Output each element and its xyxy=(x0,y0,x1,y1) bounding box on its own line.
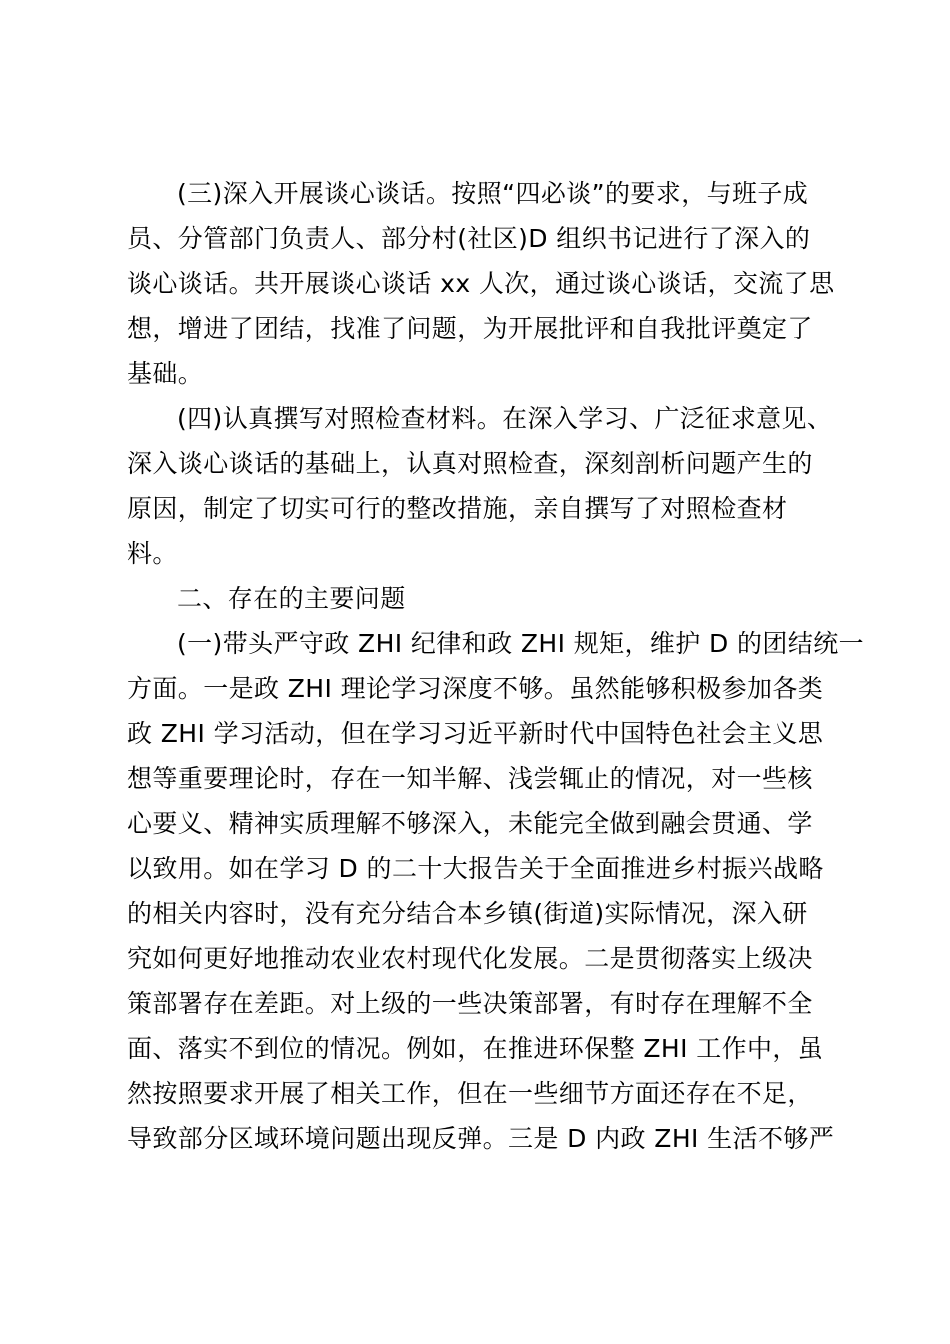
paragraph-line: 然按照要求开展了相关工作，但在一些细节方面还存在不足， xyxy=(127,1079,813,1108)
paragraph-line: 基础。 xyxy=(127,359,204,388)
paragraph-line: 政 ZHI 学习活动，但在学习习近平新时代中国特色社会主义思 xyxy=(127,719,824,748)
paragraph-line: 的相关内容时，没有充分结合本乡镇(街道)实际情况，深入研 xyxy=(127,899,808,928)
paragraph-line: 以致用。如在学习 D 的二十大报告关于全面推进乡村振兴战略 xyxy=(127,854,824,883)
section-heading: 二、存在的主要问题 xyxy=(177,584,406,613)
paragraph-line: 深入谈心谈话的基础上，认真对照检查，深刻剖析问题产生的 xyxy=(127,449,813,478)
paragraph-line: 原因，制定了切实可行的整改措施，亲自撰写了对照检查材 xyxy=(127,494,788,523)
paragraph-line: 谈心谈话。共开展谈心谈话 xx 人次，通过谈心谈话，交流了思 xyxy=(127,269,835,298)
paragraph-line: (三)深入开展谈心谈话。按照“四必谈”的要求，与班子成 xyxy=(177,179,809,208)
paragraph-line: 面、落实不到位的情况。例如，在推进环保整 ZHI 工作中，虽 xyxy=(127,1034,824,1063)
paragraph-line: 料。 xyxy=(127,539,178,568)
paragraph-line: 心要义、精神实质理解不够深入，未能完全做到融会贯通、学 xyxy=(127,809,813,838)
paragraph-line: 策部署存在差距。对上级的一些决策部署，有时存在理解不全 xyxy=(127,989,813,1018)
paragraph-line: 究如何更好地推动农业农村现代化发展。二是贯彻落实上级决 xyxy=(127,944,813,973)
paragraph-line: 方面。一是政 ZHI 理论学习深度不够。虽然能够积极参加各类 xyxy=(127,674,824,703)
paragraph-line: 员、分管部门负责人、部分村(社区)D 组织书记进行了深入的 xyxy=(127,224,811,253)
paragraph-line: (四)认真撰写对照检查材料。在深入学习、广泛征求意见、 xyxy=(177,404,833,433)
paragraph-line: 导致部分区域环境问题出现反弹。三是 D 内政 ZHI 生活不够严 xyxy=(127,1124,835,1153)
paragraph-line: 想等重要理论时，存在一知半解、浅尝辄止的情况，对一些核 xyxy=(127,764,813,793)
paragraph-line: 想，增进了团结，找准了问题，为开展批评和自我批评奠定了 xyxy=(127,314,813,343)
paragraph-line: (一)带头严守政 ZHI 纪律和政 ZHI 规矩，维护 D 的团结统一 xyxy=(177,629,865,658)
